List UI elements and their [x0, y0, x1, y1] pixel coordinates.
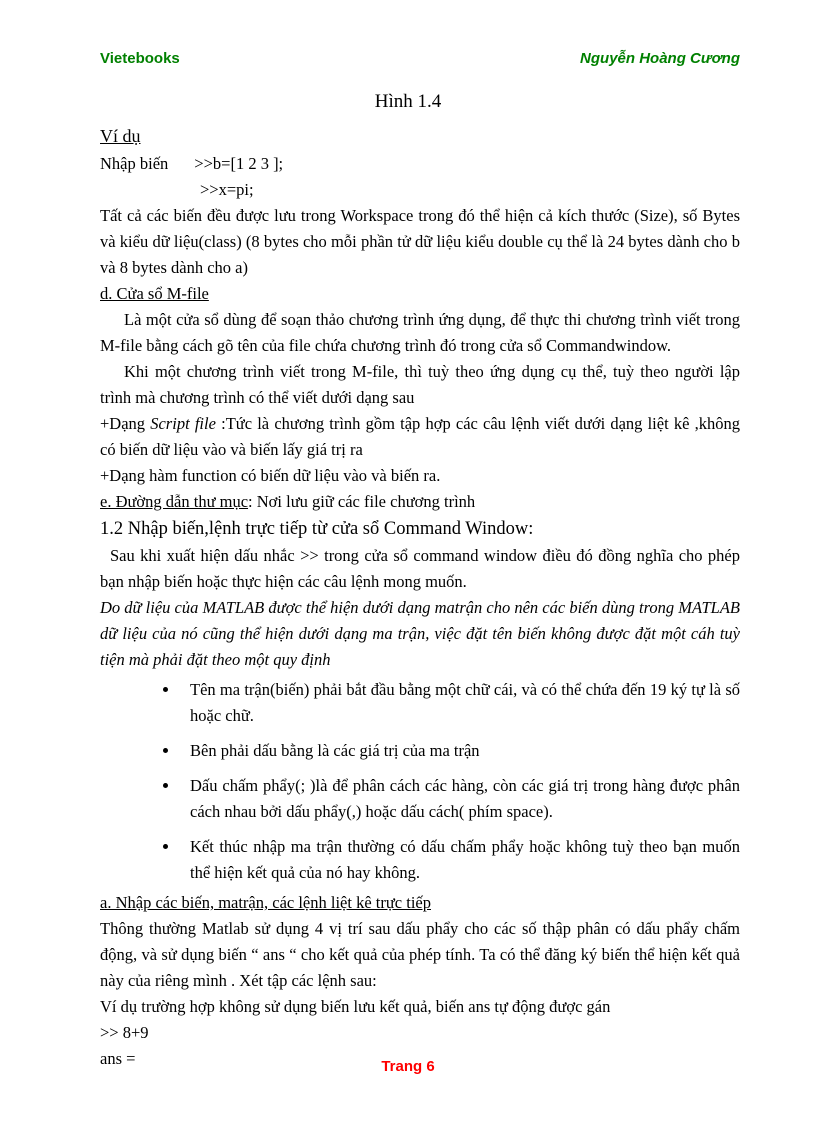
- document-body: [0, 113, 816, 1072]
- paragraph-sau-khi: Sau khi xuất hiện dấu nhắc >> trong cửa sổ command window điều đó đồng nghĩa cho phép bạn nhập biến hoặc thực hiện các câu lệnh mong muốn.: [100, 546, 740, 591]
- figure-caption: Hình 1.4: [374, 91, 442, 112]
- command-line-x: [100, 177, 740, 203]
- heading-section-1-2: 1.2 Nhập biến,lệnh trực tiếp từ cửa sổ Command Window:: [100, 519, 534, 539]
- command-x: >>x=pi;: [200, 180, 254, 199]
- paragraph-dang-function: +Dạng hàm function có biến dữ liệu vào và biến ra.: [100, 466, 441, 485]
- paragraph-dang-script: [100, 411, 740, 463]
- header-brand: Vietebooks: [100, 50, 180, 67]
- paragraph-mfile-2: Khi một chương trình viết trong M-file, thì tuỳ theo ứng dụng cụ thể, tuỳ theo người lập trình mà chương trình có thể viết dưới dạng sau: [100, 362, 740, 407]
- heading-a-nhap-cac-bien: a. Nhập các biến, matrận, các lệnh liệt kê trực tiếp: [100, 893, 431, 912]
- bullet-item: • Bên phải dấu bằng là các giá trị của ma trận: [180, 738, 740, 764]
- paragraph-vi-du-ans: Ví dụ trường hợp không sử dụng biến lưu kết quả, biến ans tự động được gán: [100, 997, 611, 1016]
- command-8-plus-9: >> 8+9: [100, 1023, 149, 1042]
- page-header: [0, 0, 816, 67]
- heading-vi-du: Ví dụ: [100, 126, 141, 146]
- command-line-b: [100, 151, 740, 177]
- nhap-bien-label: Nhập biến: [100, 154, 169, 173]
- header-author: Nguyễn Hoàng Cương: [580, 50, 740, 67]
- ans-line: ans =: [100, 1049, 136, 1068]
- paragraph-matlab-italic: Do dữ liệu của MATLAB được thể hiện dưới dạng matrận cho nên các biến dùng trong MATLAB dữ liệu của nó cũng thể hiện dưới dạng ma trận, việc đặt tên biến không được đặt một cáh tuỳ tiện mà phải đặt theo một quy định: [100, 598, 740, 669]
- dang-suffix: :Tức là chương trình gồm tập hợp các câu lệnh viết dưới dạng liệt kê ,không có biến dữ liệu vào và biến lấy giá trị ra: [100, 414, 740, 459]
- bullet-item: • Dấu chấm phẩy(; )là để phân cách các hàng, còn các giá trị trong hàng được phân cách nhau bởi dấu phẩy(,) hoặc dấu cách( phím space).: [180, 773, 740, 825]
- paragraph-thong-thuong: Thông thường Matlab sử dụng 4 vị trí sau dấu phẩy cho các số thập phân có dấu phẩy chấm động, và sử dụng biến “ ans “ cho kết quả của phép tính. Ta có thể đăng ký biến thể hiện kết quả này của riêng mình . Xét tập các lệnh sau:: [100, 919, 740, 990]
- heading-e-duong-dan: e. Đường dẫn thư mục: [100, 492, 249, 511]
- bullet-item: • Kết thúc nhập ma trận thường có dấu chấm phẩy hoặc không tuỳ theo bạn muốn thể hiện kết quả của nó hay không.: [180, 834, 740, 886]
- paragraph-workspace: Tất cả các biến đều được lưu trong Workspace trong đó thể hiện cả kích thước (Size), số Bytes và kiểu dữ liệu(class) (8 bytes cho mỗi phần tử dữ liệu kiểu double cụ thể là 24 bytes dành cho b và 8 bytes dành cho a): [100, 206, 740, 277]
- script-file-term: Script file: [150, 414, 216, 433]
- command-b: >>b=[1 2 3 ];: [194, 154, 284, 173]
- bullet-item: • Tên ma trận(biến) phải bắt đầu bằng một chữ cái, và có thể chứa đến 19 ký tự là số hoặc chữ.: [180, 677, 740, 729]
- paragraph-mfile-1: Là một cửa sổ dùng để soạn thảo chương trình ứng dụng, để thực thi chương trình viết trong M-file bằng cách gõ tên của file chứa chương trình đó trong cửa sổ Commandwindow.: [100, 310, 740, 355]
- page-number: Trang 6: [381, 1058, 435, 1075]
- e-duong-dan-rest: : Nơi lưu giữ các file chương trình: [248, 492, 476, 511]
- dang-prefix: +Dạng: [100, 414, 151, 433]
- line-duong-dan: [100, 489, 740, 515]
- bullet-list: [100, 677, 740, 886]
- heading-d-cua-so-mfile: d. Cửa sổ M-file: [100, 284, 209, 303]
